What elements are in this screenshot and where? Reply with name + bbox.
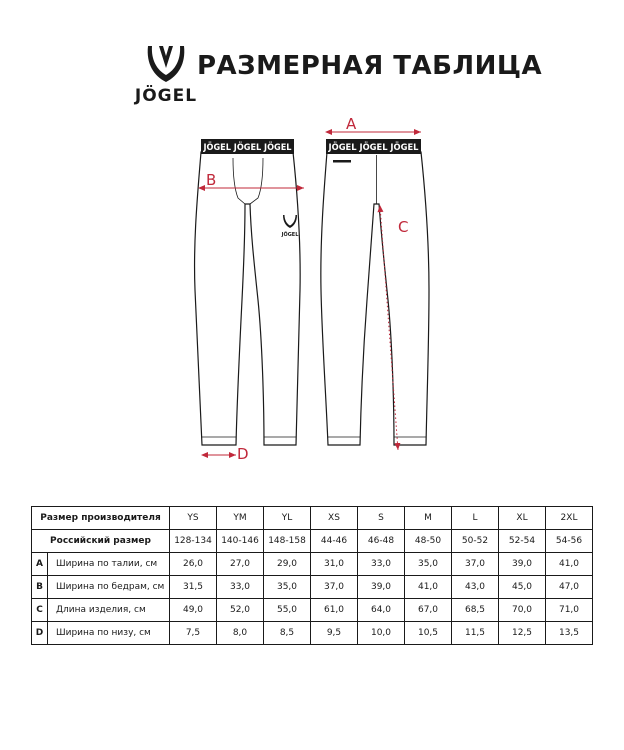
value-cell: 37,0 bbox=[452, 553, 499, 576]
value-cell: 41,0 bbox=[546, 553, 593, 576]
row-label: Ширина по бедрам, см bbox=[48, 576, 170, 599]
value-cell: 39,0 bbox=[499, 553, 546, 576]
size-cell: M bbox=[405, 507, 452, 530]
value-cell: 13,5 bbox=[546, 622, 593, 645]
size-cell: L bbox=[452, 507, 499, 530]
russian-size-cell: 44-46 bbox=[311, 530, 358, 553]
table-row bbox=[32, 553, 593, 576]
table-row bbox=[32, 576, 593, 599]
size-cell: YM bbox=[217, 507, 264, 530]
row-label: Ширина по низу, см bbox=[48, 622, 170, 645]
table-row bbox=[32, 599, 593, 622]
header-row-manufacturer bbox=[32, 507, 593, 530]
value-cell: 29,0 bbox=[264, 553, 311, 576]
value-cell: 67,0 bbox=[405, 599, 452, 622]
row-letter: A bbox=[32, 553, 48, 576]
value-cell: 10,0 bbox=[358, 622, 405, 645]
russian-size-cell: 48-50 bbox=[405, 530, 452, 553]
brand-logo-wordmark: JÖGEL bbox=[134, 86, 198, 106]
page-title: РАЗМЕРНАЯ ТАБЛИЦА bbox=[197, 51, 543, 81]
measure-d-label: D bbox=[237, 445, 249, 463]
value-cell: 61,0 bbox=[311, 599, 358, 622]
value-cell: 27,0 bbox=[217, 553, 264, 576]
measure-a bbox=[326, 115, 421, 133]
value-cell: 9,5 bbox=[311, 622, 358, 645]
russian-size-label: Российский размер bbox=[32, 530, 170, 553]
front-waistband-text: JÖGEL JÖGEL JÖGEL bbox=[203, 143, 301, 153]
header-row-russian bbox=[32, 530, 593, 553]
value-cell: 33,0 bbox=[217, 576, 264, 599]
measure-b-label: B bbox=[206, 171, 217, 189]
size-table bbox=[31, 506, 593, 645]
measure-c-label: C bbox=[398, 218, 409, 236]
table-row bbox=[32, 622, 593, 645]
value-cell: 31,5 bbox=[170, 576, 217, 599]
value-cell: 37,0 bbox=[311, 576, 358, 599]
value-cell: 47,0 bbox=[546, 576, 593, 599]
svg-text:JÖGEL: JÖGEL bbox=[281, 232, 299, 238]
size-cell: XS bbox=[311, 507, 358, 530]
manufacturer-size-label: Размер производителя bbox=[32, 507, 170, 530]
value-cell: 41,0 bbox=[405, 576, 452, 599]
value-cell: 49,0 bbox=[170, 599, 217, 622]
back-view bbox=[321, 139, 429, 445]
row-letter: D bbox=[32, 622, 48, 645]
size-cell: 2XL bbox=[546, 507, 593, 530]
value-cell: 35,0 bbox=[264, 576, 311, 599]
value-cell: 45,0 bbox=[499, 576, 546, 599]
value-cell: 71,0 bbox=[546, 599, 593, 622]
russian-size-cell: 140-146 bbox=[217, 530, 264, 553]
size-cell: YL bbox=[264, 507, 311, 530]
value-cell: 11,5 bbox=[452, 622, 499, 645]
value-cell: 33,0 bbox=[358, 553, 405, 576]
leggings-diagram bbox=[0, 110, 624, 480]
value-cell: 70,0 bbox=[499, 599, 546, 622]
value-cell: 7,5 bbox=[170, 622, 217, 645]
row-label: Длина изделия, см bbox=[48, 599, 170, 622]
value-cell: 35,0 bbox=[405, 553, 452, 576]
row-letter: C bbox=[32, 599, 48, 622]
value-cell: 64,0 bbox=[358, 599, 405, 622]
value-cell: 31,0 bbox=[311, 553, 358, 576]
russian-size-cell: 54-56 bbox=[546, 530, 593, 553]
size-cell: S bbox=[358, 507, 405, 530]
russian-size-cell: 52-54 bbox=[499, 530, 546, 553]
value-cell: 43,0 bbox=[452, 576, 499, 599]
size-cell: YS bbox=[170, 507, 217, 530]
value-cell: 12,5 bbox=[499, 622, 546, 645]
measure-d bbox=[202, 445, 249, 463]
value-cell: 68,5 bbox=[452, 599, 499, 622]
back-waistband-text: JÖGEL JÖGEL JÖGEL bbox=[328, 143, 426, 153]
measure-a-label: A bbox=[346, 115, 357, 133]
size-cell: XL bbox=[499, 507, 546, 530]
value-cell: 39,0 bbox=[358, 576, 405, 599]
row-letter: B bbox=[32, 576, 48, 599]
value-cell: 52,0 bbox=[217, 599, 264, 622]
russian-size-cell: 128-134 bbox=[170, 530, 217, 553]
value-cell: 8,0 bbox=[217, 622, 264, 645]
value-cell: 26,0 bbox=[170, 553, 217, 576]
russian-size-cell: 46-48 bbox=[358, 530, 405, 553]
value-cell: 8,5 bbox=[264, 622, 311, 645]
russian-size-cell: 148-158 bbox=[264, 530, 311, 553]
value-cell: 55,0 bbox=[264, 599, 311, 622]
value-cell: 10,5 bbox=[405, 622, 452, 645]
russian-size-cell: 50-52 bbox=[452, 530, 499, 553]
row-label: Ширина по талии, см bbox=[48, 553, 170, 576]
